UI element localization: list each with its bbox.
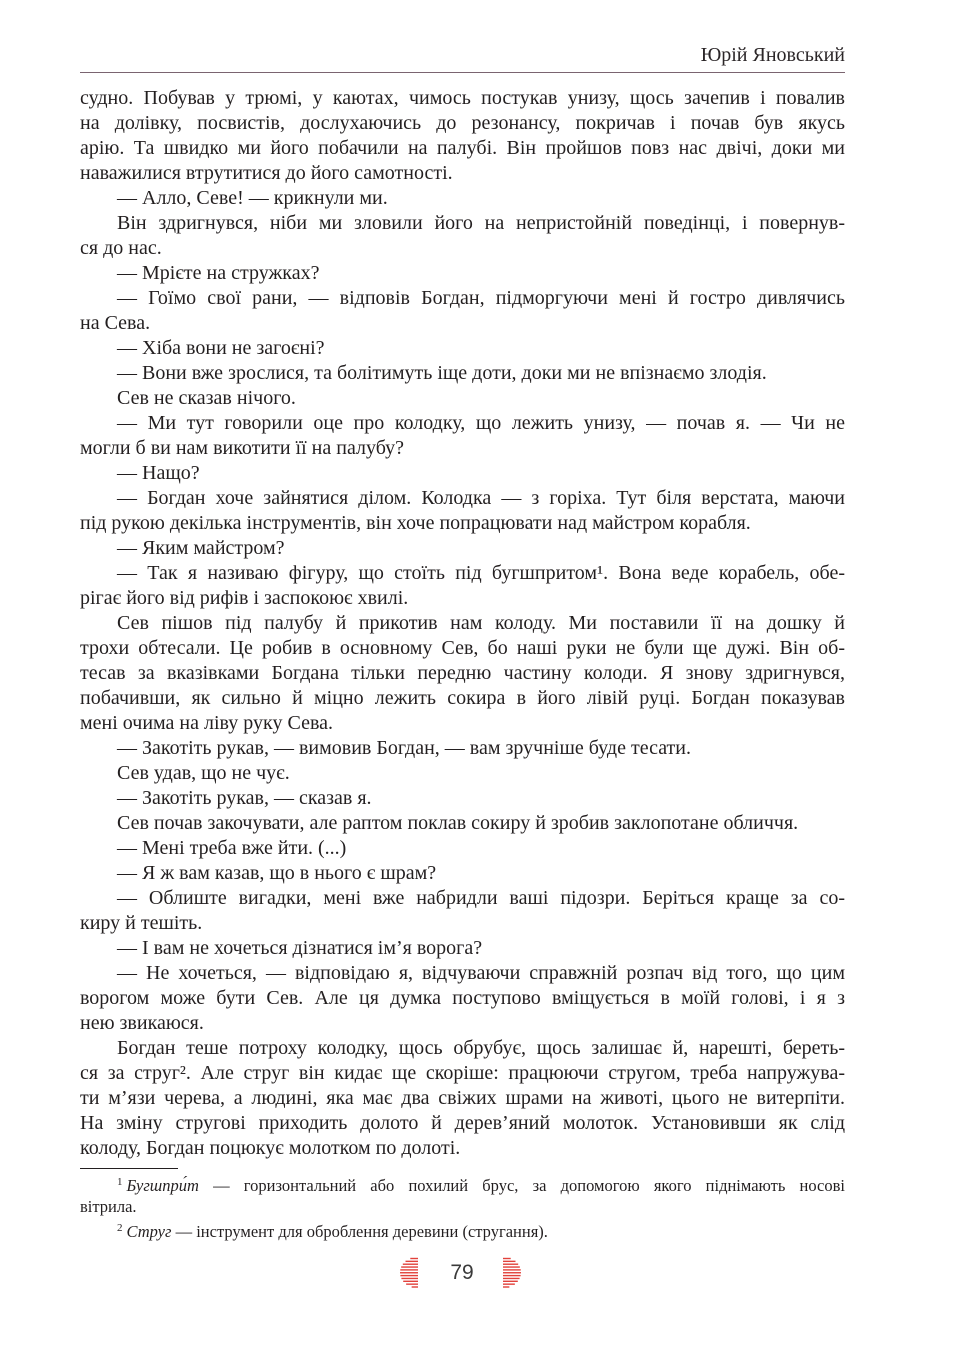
- paragraph: [80, 611, 845, 736]
- ornament-stripe: [503, 1272, 521, 1273]
- text-line: Він здригнувся, ніби ми зловили його на непристойній поведінці, і повернув-: [117, 212, 845, 234]
- text-line: ворогом може бути Сев. Але ця думка поступово вміщується в моїй голові, і я з: [80, 987, 845, 1009]
- text-line: ти м’язи черева, а людині, яка має два свіжих шрами на животі, цього не витерпіти.: [80, 1087, 845, 1109]
- text-line: — І вам не хочеться дізнатися ім’я ворога?: [117, 937, 483, 959]
- ornament-stripe: [410, 1258, 418, 1259]
- ornament-stripe: [503, 1258, 511, 1259]
- paragraph: [80, 286, 845, 336]
- footnote-text: — горизонтальний або похилий брус, за допомогою якого піднімають носові: [198, 1176, 845, 1195]
- text-line: Богдан теше потроху колодку, щось обрубує, щось залишає й, нарешті, береть-: [117, 1037, 845, 1059]
- paragraph: [80, 1036, 845, 1161]
- paragraph: [80, 961, 845, 1036]
- text-line: — Мрієте на стружках?: [117, 262, 320, 284]
- text-line: На зміну стругові приходить долото й дерев’яний молоток. Установивши як слід: [80, 1112, 845, 1134]
- ornament-stripe: [406, 1283, 418, 1284]
- header-rule: [80, 72, 845, 73]
- text-line: тесав за вказівками Богдана тільки передню частину колоди. Я знову здригнувся,: [80, 662, 845, 684]
- text-line: нею звикаюся.: [80, 1012, 204, 1034]
- text-line: на долівку, посвистів, дослухаючись до резонансу, покричав і почав був якусь: [80, 112, 845, 134]
- ornament-stripe: [503, 1264, 518, 1265]
- ornament-stripe: [503, 1281, 518, 1282]
- body-text: [80, 86, 845, 1161]
- text-line: на Сева.: [80, 312, 151, 334]
- text-line: — Закотіть рукав, — сказав я.: [117, 787, 372, 809]
- running-title: Юрій Яновський: [700, 44, 845, 66]
- text-line: — Вони вже зрослися, та болітимуть іще доти, доки ми не впізнаємо злодія.: [117, 362, 767, 384]
- text-line: Сев не сказав нічого.: [117, 387, 296, 409]
- ornament-stripe: [406, 1261, 418, 1262]
- ornament-stripe: [401, 1266, 418, 1267]
- page-number: 79: [450, 1261, 474, 1284]
- text-line: — Нащо?: [117, 462, 200, 484]
- ornament-stripe: [400, 1275, 418, 1276]
- text-line: — Алло, Севе! — крикнули ми.: [117, 187, 388, 209]
- text-line: наважилися втрутитися до його самотності.: [80, 162, 453, 184]
- text-line: — Закотіть рукав, — вимовив Богдан, — вам зручніше буде тесати.: [117, 737, 691, 759]
- text-line: рігає його від рифів і заспокоює хвилі.: [80, 587, 409, 609]
- text-line: — Облиште вигадки, мені вже набридли ваші підозри. Беріться краще за со-: [117, 887, 845, 909]
- paragraph: [80, 361, 845, 386]
- footnote-term: Бугшпри́т: [126, 1176, 199, 1195]
- ornament-stripe: [400, 1269, 418, 1270]
- ornament-stripe: [503, 1266, 520, 1267]
- text-line: — Хіба вони не загоєні?: [117, 337, 325, 359]
- ornament-stripe: [503, 1278, 520, 1279]
- paragraph: [80, 461, 845, 486]
- ornament-stripe: [403, 1281, 418, 1282]
- text-line: Сев удав, що не чує.: [117, 762, 290, 784]
- footnote-term: Струг: [126, 1222, 172, 1241]
- paragraph: [80, 561, 845, 611]
- paragraph: [80, 836, 845, 861]
- paragraph: [80, 386, 845, 411]
- ornament-stripe: [503, 1286, 509, 1287]
- ornament-stripe: [400, 1272, 418, 1273]
- paragraph: [80, 336, 845, 361]
- text-line: колоду, Богдан поцюкує молотком по долоті.: [80, 1137, 461, 1159]
- ornament-stripe: [503, 1261, 515, 1262]
- paragraph: [80, 86, 845, 186]
- ornament-stripe: [403, 1264, 418, 1265]
- footnote: [80, 1175, 845, 1217]
- paragraph: [80, 811, 845, 836]
- text-line: — Не хочеться, — відповідаю я, відчуваючи справжній розпач від того, що цим: [117, 962, 845, 984]
- paragraph: [80, 186, 845, 211]
- footnote-text: — інструмент для оброблення деревини (стругання).: [171, 1222, 548, 1241]
- text-line: киру й тешіть.: [80, 912, 203, 934]
- ornament-stripe: [503, 1269, 521, 1270]
- ornament-stripe: [412, 1286, 418, 1287]
- text-line: ся до нас.: [80, 237, 162, 259]
- paragraph: [80, 261, 845, 286]
- paragraph: [80, 486, 845, 536]
- ornament-stripe: [503, 1275, 521, 1276]
- left-ornament-icon: [400, 1257, 418, 1288]
- text-line: — Гоїмо свої рани, — відповів Богдан, підморгуючи мені й гостро дивлячись: [117, 287, 845, 309]
- text-line: судно. Побував у трюмі, у каютах, чимось постукав унизу, щось зачепив і повалив: [80, 87, 845, 109]
- text-line: — Яким майстром?: [117, 537, 285, 559]
- text-line: — Я ж вам казав, що в нього є шрам?: [117, 862, 437, 884]
- footnote-separator: [80, 1168, 178, 1169]
- text-line: Сев пішов під палубу й прикотив нам колоду. Ми поставили її на дошку й: [117, 612, 845, 634]
- text-line: трохи обтесали. Це робив в основному Сев, бо наші руки не були ще дужі. Він об-: [80, 637, 845, 659]
- footnote-line: вітрила.: [80, 1197, 137, 1216]
- ornament-stripe: [401, 1278, 418, 1279]
- paragraph: [80, 211, 845, 261]
- footnote: [80, 1221, 845, 1242]
- footnote-line: [80, 1221, 845, 1242]
- text-line: — Ми тут говорили оце про колодку, що лежить унизу, — почав я. — Чи не: [117, 412, 845, 434]
- paragraph: [80, 886, 845, 936]
- text-line: — Мені треба вже йти. (...): [117, 837, 347, 859]
- text-line: ся за струг². Але струг він кидає ще скоріше: працюючи стругом, треба напружува-: [80, 1062, 845, 1084]
- text-line: — Богдан хоче зайнятися ділом. Колодка — з горіха. Тут біля верстата, маючи: [117, 487, 845, 509]
- text-line: — Так я називаю фігуру, що стоїть під бугшпритом¹. Вона веде корабель, обе-: [117, 562, 845, 584]
- text-line: Сев почав закочувати, але раптом поклав сокиру й зробив заклопотане обличчя.: [117, 812, 799, 834]
- paragraph: [80, 786, 845, 811]
- footnote-line: [80, 1175, 845, 1196]
- text-line: могли б ви нам викотити її на палубу?: [80, 437, 405, 459]
- paragraph: [80, 736, 845, 761]
- text-line: мені очима на ліву руку Сева.: [80, 712, 333, 734]
- text-line: арію. Та швидко ми його побачили на палубі. Він пройшов повз нас двічі, доки ми: [80, 137, 845, 159]
- text-line: побачивши, як сильно й міцно лежить сокира в його лівій руці. Богдан показував: [80, 687, 845, 709]
- ornament-stripe: [503, 1283, 515, 1284]
- footnote-marker: 2: [117, 1222, 123, 1234]
- paragraph: [80, 761, 845, 786]
- text-line: під рукою декілька інструментів, він хоче попрацювати над майстром корабля.: [80, 512, 751, 534]
- right-ornament-icon: [503, 1257, 521, 1288]
- paragraph: [80, 411, 845, 461]
- paragraph: [80, 936, 845, 961]
- paragraph: [80, 861, 845, 886]
- paragraph: [80, 536, 845, 561]
- footnote-marker: 1: [117, 1176, 123, 1188]
- footnotes: [80, 1175, 845, 1246]
